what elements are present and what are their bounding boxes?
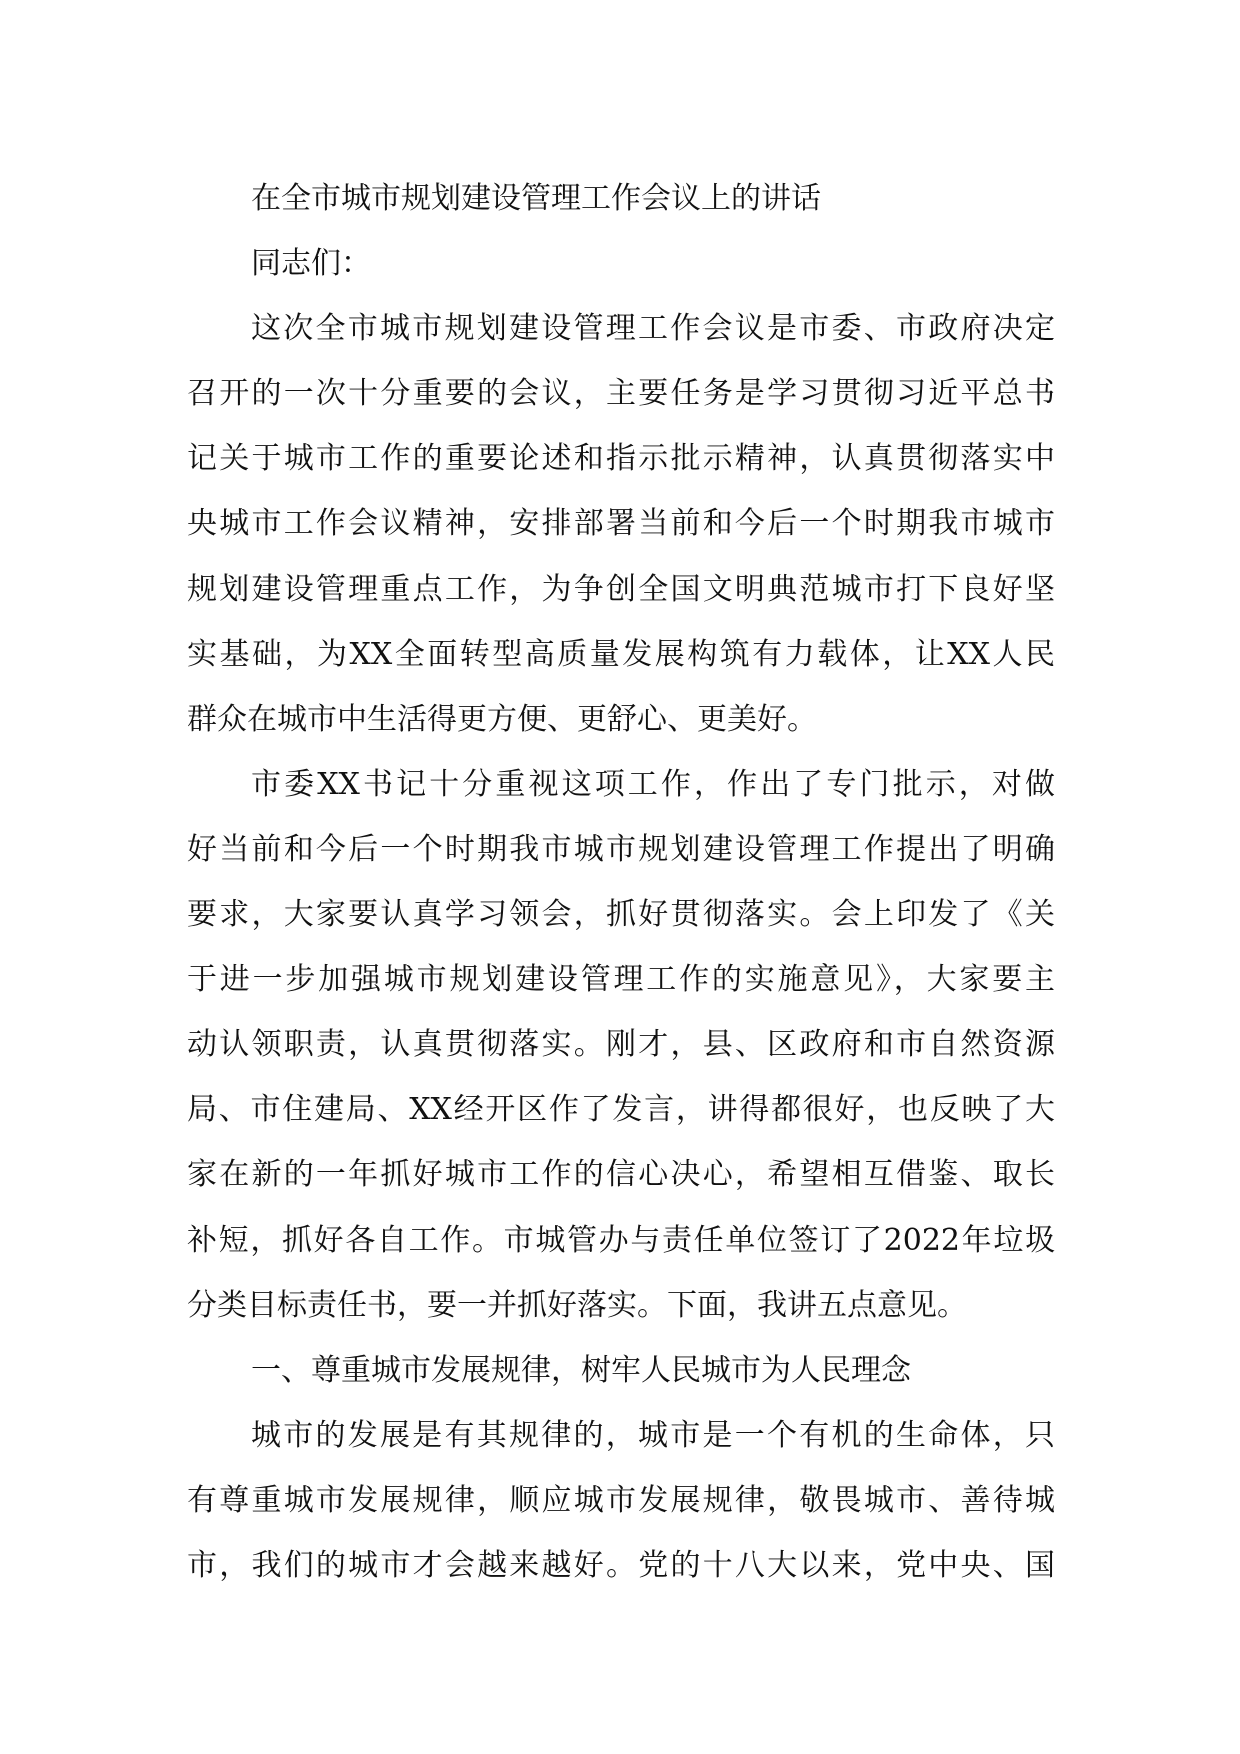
section-heading: 一、尊重城市发展规律，树牢人民城市为人民理念 bbox=[251, 1352, 911, 1388]
paragraph-line: 分类目标责任书，要一并抓好落实。下面，我讲五点意见。 bbox=[187, 1287, 967, 1323]
paragraph-2 bbox=[187, 752, 1055, 1338]
document-title: 在全市城市规划建设管理工作会议上的讲话 bbox=[251, 181, 821, 216]
paragraph-line: 好当前和今后一个时期我市城市规划建设管理工作提出了明确 bbox=[187, 831, 1055, 867]
paragraph-line: 规划建设管理重点工作，为争创全国文明典范城市打下良好坚 bbox=[187, 571, 1055, 607]
paragraph-line: 动认领职责，认真贯彻落实。刚才，县、区政府和市自然资源 bbox=[187, 1027, 1055, 1063]
paragraph-3 bbox=[187, 1403, 1055, 1598]
paragraph-line: 局、市住建局、XX经开区作了发言，讲得都很好，也反映了大 bbox=[187, 1092, 1055, 1128]
paragraph-line: 有尊重城市发展规律，顺应城市发展规律，敬畏城市、善待城 bbox=[187, 1482, 1055, 1518]
paragraph-line: 群众在城市中生活得更方便、更舒心、更美好。 bbox=[187, 701, 817, 737]
greeting: 同志们： bbox=[251, 246, 371, 282]
paragraph-line: 记关于城市工作的重要论述和指示批示精神，认真贯彻落实中 bbox=[187, 441, 1055, 477]
paragraph-line: 实基础，为XX全面转型高质量发展构筑有力载体，让XX人民 bbox=[187, 636, 1055, 672]
paragraph-line: 央城市工作会议精神，安排部署当前和今后一个时期我市城市 bbox=[187, 506, 1055, 542]
paragraph-line: 这次全市城市规划建设管理工作会议是市委、市政府决定 bbox=[251, 311, 1055, 347]
paragraph-1 bbox=[187, 296, 1055, 752]
paragraph-line: 城市的发展是有其规律的，城市是一个有机的生命体，只 bbox=[251, 1417, 1055, 1453]
paragraph-line: 家在新的一年抓好城市工作的信心决心，希望相互借鉴、取长 bbox=[187, 1157, 1055, 1193]
paragraph-line: 市，我们的城市才会越来越好。党的十八大以来，党中央、国 bbox=[187, 1547, 1055, 1583]
paragraph-line: 召开的一次十分重要的会议，主要任务是学习贯彻习近平总书 bbox=[187, 376, 1055, 412]
paragraph-line: 于进一步加强城市规划建设管理工作的实施意见》，大家要主 bbox=[187, 962, 1055, 998]
paragraph-line: 补短，抓好各自工作。市城管办与责任单位签订了2022年垃圾 bbox=[187, 1222, 1055, 1258]
paragraph-line: 要求，大家要认真学习领会，抓好贯彻落实。会上印发了《关 bbox=[187, 897, 1055, 933]
paragraph-line: 市委XX书记十分重视这项工作，作出了专门批示，对做 bbox=[251, 766, 1055, 802]
document-body bbox=[187, 166, 1055, 1598]
